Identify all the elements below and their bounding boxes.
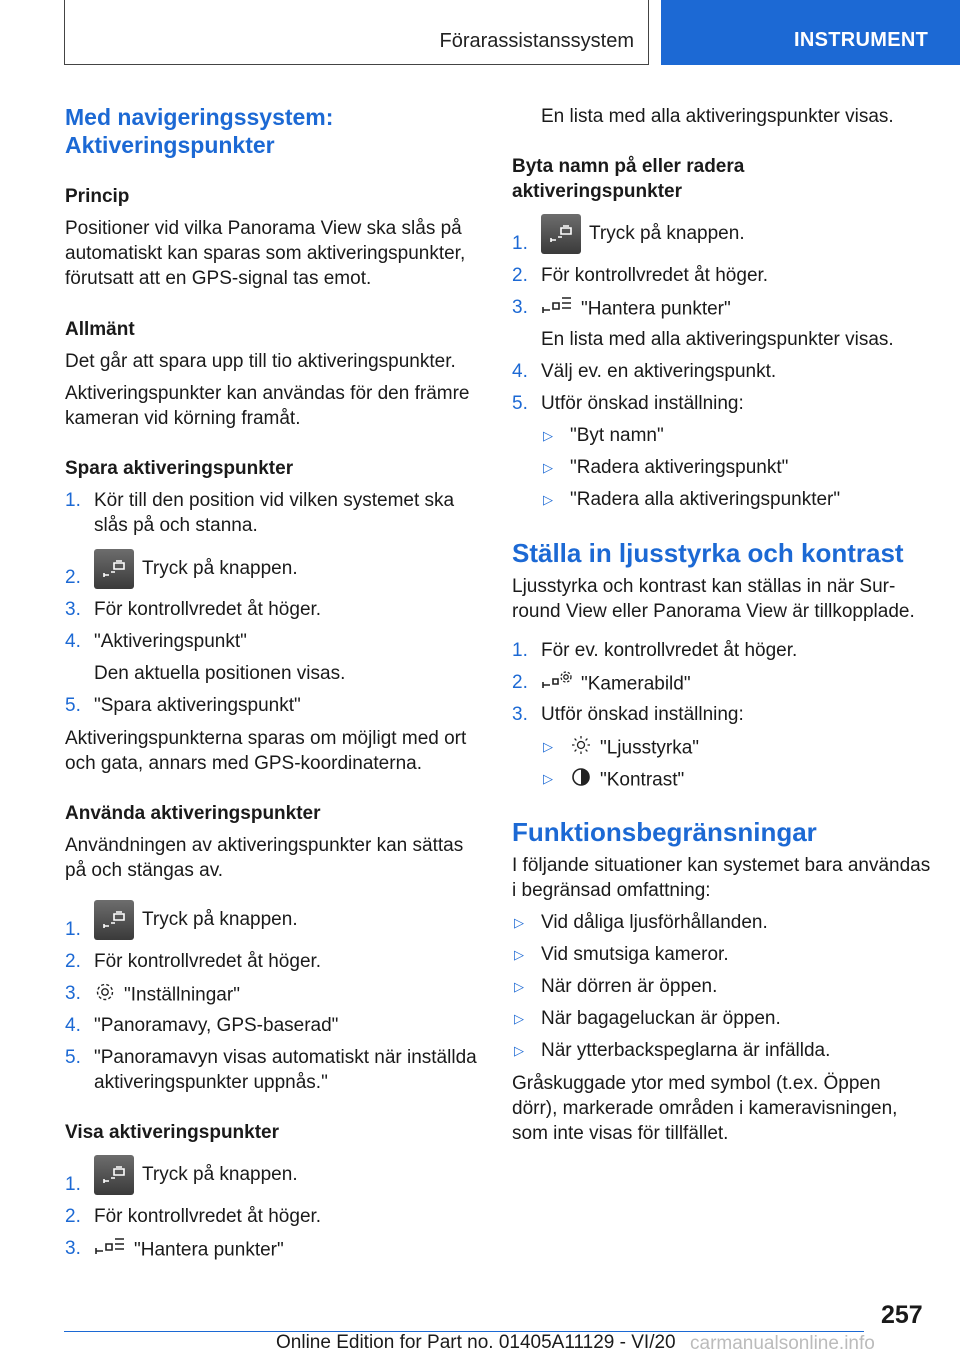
step-text: "Inställningar" (124, 984, 240, 1006)
bullet-item (512, 766, 932, 791)
contrast-icon (570, 766, 592, 795)
page-number: 257 (881, 1301, 923, 1329)
step-number: 1. (512, 640, 528, 661)
step-text-cont: Den aktuella positionen visas. (94, 663, 346, 684)
triangle-bullet-icon: ▷ (514, 915, 524, 930)
list-item (65, 1013, 480, 1038)
camera-button-icon[interactable] (94, 900, 134, 940)
step-number: 3. (512, 704, 528, 725)
bullet-text: När dörren är öppen. (541, 976, 718, 997)
step-text: Tryck på knappen. (142, 558, 298, 579)
list-item (512, 359, 932, 384)
step-text: Utför önskad inställning: (541, 704, 744, 725)
list-item (65, 981, 480, 1006)
step-text: Välj ev. en aktiveringspunkt. (541, 361, 777, 382)
bullet-text: "Byt namn" (570, 425, 664, 446)
list-item (512, 638, 932, 663)
ljus-heading: Ställa in ljusstyrka och kontrast (512, 538, 904, 568)
step-text: Tryck på knappen. (142, 1164, 298, 1185)
step-number: 2. (65, 567, 81, 588)
manage-points-icon (541, 295, 573, 324)
camera-settings-icon (541, 670, 573, 699)
triangle-bullet-icon: ▷ (543, 460, 553, 475)
bullet-item (512, 942, 932, 967)
step-text: Tryck på knappen. (142, 909, 298, 930)
step-number: 3. (65, 983, 81, 1004)
edition-text: Online Edition for Part no. 01405A11129 - VI/20 (276, 1332, 676, 1353)
triangle-bullet-icon: ▷ (514, 1011, 524, 1026)
princip-text-3: förutsatt att en GPS-signal tas emot. (65, 268, 372, 289)
triangle-bullet-icon: ▷ (543, 428, 553, 443)
bullet-item (512, 910, 932, 935)
bullet-item (512, 974, 932, 999)
triangle-bullet-icon: ▷ (543, 492, 553, 507)
step-number: 4. (65, 1015, 81, 1036)
step-text: För kontrollvredet åt höger. (94, 599, 322, 620)
gear-icon (94, 981, 116, 1010)
step-text: "Panoramavyn visas automatiskt när inställda (94, 1047, 477, 1068)
step-text: För kontrollvredet åt höger. (94, 1206, 322, 1227)
step-number: 5. (65, 1047, 81, 1068)
funktion-after-2: dörr), markerade områden i kameravisningen, (512, 1098, 898, 1119)
bullet-item (512, 487, 932, 512)
step-text-cont: aktiveringspunkter uppnås." (94, 1072, 328, 1093)
bullet-text: "Radera aktiveringspunkt" (570, 457, 789, 478)
step-number: 3. (65, 1238, 81, 1259)
step-text: "Kamerabild" (581, 673, 691, 695)
funktion-text-2: i begränsad omfattning: (512, 880, 711, 901)
list-item (65, 1236, 480, 1261)
list-item (512, 295, 932, 355)
spara-heading: Spara aktiveringspunkter (65, 458, 294, 479)
triangle-bullet-icon: ▷ (543, 771, 553, 786)
watermark: carmanualsonline.info (690, 1333, 875, 1354)
section-tab (64, 0, 649, 65)
step-number: 1. (65, 1174, 81, 1195)
ljus-text-1: Ljusstyrka och kontrast kan ställas in när Sur‐ (512, 576, 896, 597)
bullet-text: "Ljusstyrka" (600, 737, 700, 759)
triangle-bullet-icon: ▷ (514, 947, 524, 962)
step-text: "Spara aktiveringspunkt" (94, 695, 301, 716)
bullet-text: När bagageluckan är öppen. (541, 1008, 781, 1029)
list-item (65, 1153, 480, 1197)
bullet-text: "Radera alla aktiveringspunkter" (570, 489, 841, 510)
camera-button-icon[interactable] (94, 1155, 134, 1195)
list-item (65, 1045, 480, 1105)
funktion-after-1: Gråskuggade ytor med symbol (t.ex. Öppen (512, 1073, 881, 1094)
step-text: "Hantera punkter" (134, 1239, 284, 1261)
camera-button-icon[interactable] (94, 549, 134, 589)
chapter-title: INSTRUMENT (794, 29, 929, 51)
list-item (65, 949, 480, 974)
step-number: 4. (65, 631, 81, 652)
princip-heading: Princip (65, 186, 130, 207)
byta-heading-line2: aktiveringspunkter (512, 181, 682, 202)
chapter-tab[interactable] (661, 0, 960, 65)
list-item (65, 547, 480, 591)
funktion-after-3: som inte visas för tillfället. (512, 1123, 729, 1144)
step-text: Utför önskad inställning: (541, 393, 744, 414)
bullet-item (512, 455, 932, 480)
step-number: 5. (65, 695, 81, 716)
step-number: 3. (512, 297, 528, 318)
camera-button-icon[interactable] (541, 214, 581, 254)
bullet-item (512, 423, 932, 448)
anvanda-heading: Använda aktiveringspunkter (65, 803, 321, 824)
step-text: Tryck på knappen. (589, 223, 745, 244)
step-text-cont: En lista med alla aktiveringspunkter visas. (541, 329, 894, 350)
list-item (65, 1204, 480, 1229)
anvanda-text-1: Användningen av aktiveringspunkter kan sättas (65, 835, 464, 856)
byta-heading: Byta namn på eller radera (512, 156, 745, 177)
list-item (65, 693, 480, 718)
step-text: För ev. kontrollvredet åt höger. (541, 640, 798, 661)
triangle-bullet-icon: ▷ (514, 979, 524, 994)
manage-points-icon (94, 1236, 126, 1265)
funktion-text-1: I följande situationer kan systemet bara användas (512, 855, 931, 876)
visa-heading: Visa aktiveringspunkter (65, 1122, 280, 1143)
triangle-bullet-icon: ▷ (543, 739, 553, 754)
list-item (65, 898, 480, 942)
list-item (512, 263, 932, 288)
princip-text-1: Positioner vid vilka Panorama View ska slås på (65, 218, 462, 239)
step-text: För kontrollvredet åt höger. (94, 951, 322, 972)
list-item (65, 629, 480, 689)
step-text: För kontrollvredet åt höger. (541, 265, 769, 286)
step-number: 2. (512, 265, 528, 286)
bullet-item (512, 1038, 932, 1063)
ljus-text-2: round View eller Panorama View är tillkopplade. (512, 601, 915, 622)
step-number: 4. (512, 361, 528, 382)
list-item (512, 702, 932, 727)
bullet-text: När ytterbackspeglarna är infällda. (541, 1040, 831, 1061)
bullet-item (512, 1006, 932, 1031)
bullet-text: Vid dåliga ljusförhållanden. (541, 912, 768, 933)
step-text-cont: slås på och stanna. (94, 515, 258, 536)
step-number: 1. (65, 919, 81, 940)
step-text: "Panoramavy, GPS-baserad" (94, 1015, 339, 1036)
bullet-text: Vid smutsiga kameror. (541, 944, 729, 965)
step-number: 2. (512, 672, 528, 693)
section-title: Förarassistanssystem (439, 30, 634, 52)
allmant-heading: Allmänt (65, 319, 135, 340)
list-item (512, 391, 932, 416)
bullet-item (512, 734, 932, 759)
list-item (65, 488, 480, 548)
list-item (512, 212, 932, 256)
allmant-text-2: Aktiveringspunkter kan användas för den främre (65, 383, 470, 404)
bullet-text: "Kontrast" (600, 769, 685, 791)
list-item (512, 670, 932, 695)
step-number: 2. (65, 1206, 81, 1227)
funktion-heading: Funktionsbegränsningar (512, 817, 817, 847)
step-text: Kör till den position vid vilken systemet ska (94, 490, 455, 511)
step-number: 1. (65, 490, 81, 511)
spara-after-1: Aktiveringspunkterna sparas om möjligt med ort (65, 728, 467, 749)
spara-after-2: och gata, annars med GPS-koordinaterna. (65, 753, 422, 774)
step-text: "Aktiveringspunkt" (94, 631, 247, 652)
triangle-bullet-icon: ▷ (514, 1043, 524, 1058)
step-number: 1. (512, 233, 528, 254)
allmant-text-1: Det går att spara upp till tio aktiveringspunkter. (65, 351, 456, 372)
step-number: 2. (65, 951, 81, 972)
section-heading-line2: Aktiveringspunkter (65, 132, 275, 158)
princip-text-2: automatiskt kan sparas som aktiveringspunkter, (65, 243, 466, 264)
step-text: "Hantera punkter" (581, 298, 731, 320)
anvanda-text-2: på och stängas av. (65, 860, 224, 881)
section-heading: Med navigeringssystem: (65, 104, 334, 130)
continued-text: En lista med alla aktiveringspunkter visas. (541, 106, 894, 127)
step-number: 3. (65, 599, 81, 620)
step-number: 5. (512, 393, 528, 414)
allmant-text-3: kameran vid körning framåt. (65, 408, 301, 429)
brightness-icon (570, 734, 592, 763)
list-item (65, 597, 480, 622)
